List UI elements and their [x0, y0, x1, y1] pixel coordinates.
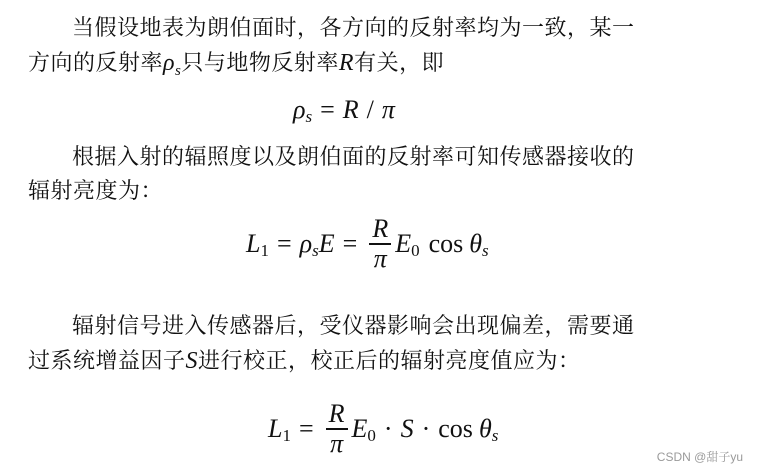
eq3-theta-sub: s	[491, 425, 499, 445]
eq1-slash: /	[366, 95, 374, 124]
rho-subscript: s	[175, 63, 182, 79]
eq3-dot-2: ·	[421, 413, 431, 443]
eq3-equals: =	[298, 413, 314, 443]
paragraph-radiance-intro	[28, 141, 740, 209]
paragraph1-line2-post: 有关，即	[354, 51, 445, 76]
eq2-theta-sub: s	[482, 240, 489, 260]
eq1-rho: ρ	[293, 95, 306, 124]
eq3-L: L	[268, 413, 283, 443]
paragraph3-line2-post: 进行校正，校正后的辐射亮度值应为：	[198, 349, 581, 374]
eq2-fraction	[369, 215, 391, 273]
eq1-R: R	[342, 95, 359, 124]
eq1-rho-sub: s	[305, 107, 313, 126]
eq3-E0-sub: 0	[367, 425, 376, 445]
eq3-dot-1: ·	[383, 413, 393, 443]
eq3-frac-numerator: R	[328, 399, 345, 428]
paragraph3-line2-pre: 过系统增益因子	[28, 349, 186, 374]
eq3-E0: E	[351, 413, 368, 443]
equation-corrected-radiance	[268, 400, 498, 458]
paragraph1-line2-mid: 只与地物反射率	[181, 51, 339, 76]
eq2-equals-1: =	[276, 228, 292, 258]
eq3-frac-denominator: π	[330, 428, 344, 458]
paragraph-lambertian-assumption	[28, 12, 740, 83]
watermark: CSDN @甜子yu	[656, 450, 743, 464]
paragraph2-line2: 辐射亮度为：	[28, 179, 164, 204]
eq2-E0: E	[395, 228, 412, 258]
eq3-cos: cos	[438, 413, 473, 443]
eq2-rho-sub: s	[312, 240, 319, 260]
R-symbol: R	[338, 50, 355, 76]
equation-reflectance	[293, 95, 395, 125]
paragraph1-line1: 当假设地表为朗伯面时，各方向的反射率均为一致，某一	[72, 16, 635, 41]
eq2-E0-sub: 0	[411, 240, 420, 260]
eq2-L-sub: 1	[260, 240, 269, 260]
eq2-rho: ρ	[299, 228, 313, 258]
paragraph1-line2-pre: 方向的反射率	[28, 51, 164, 76]
paragraph-gain-correction	[28, 310, 740, 379]
rho-symbol: ρ	[163, 50, 176, 76]
eq2-theta: θ	[469, 228, 483, 258]
eq2-E: E	[318, 228, 335, 258]
paragraph2-line1: 根据入射的辐照度以及朗伯面的反射率可知传感器接收的	[72, 145, 635, 170]
eq3-L-sub: 1	[282, 425, 291, 445]
paragraph3-line1: 辐射信号进入传感器后，受仪器影响会出现偏差，需要通	[72, 314, 635, 339]
eq2-cos: cos	[428, 228, 464, 258]
equation-radiance	[246, 215, 489, 273]
eq1-pi: π	[381, 95, 395, 124]
eq1-equals: =	[320, 95, 335, 124]
eq2-L: L	[246, 228, 261, 258]
eq3-S: S	[400, 413, 414, 443]
eq2-frac-denominator: π	[373, 243, 387, 273]
eq3-fraction	[326, 400, 348, 458]
S-symbol: S	[185, 348, 199, 374]
eq2-frac-numerator: R	[372, 214, 389, 243]
eq3-theta: θ	[478, 413, 492, 443]
eq2-equals-2: =	[342, 228, 358, 258]
